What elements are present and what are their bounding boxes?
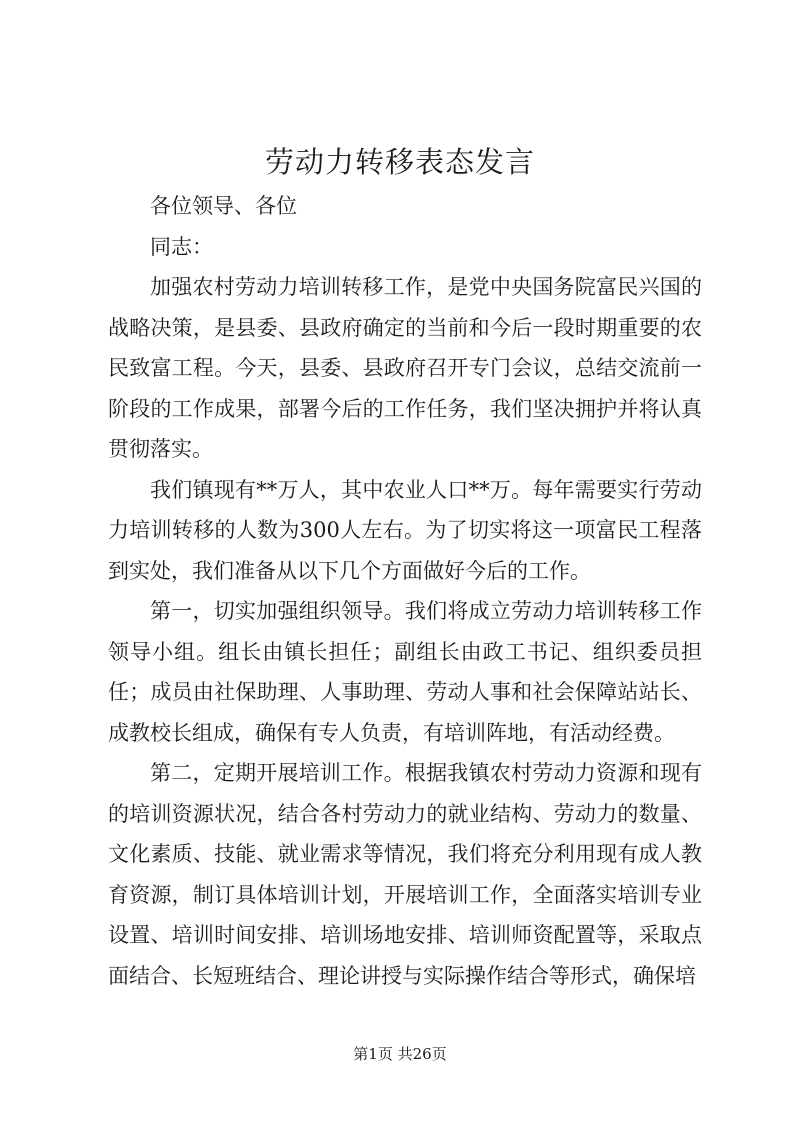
paragraph-point-two: 第二，定期开展培训工作。根据我镇农村劳动力资源和现有的培训资源状况，结合各村劳动力的就业结构、劳动力的数量、文化素质、技能、就业需求等情况，我们将充分利用现有成人教育资源，制订具体培训计划，开展培训工作，全面落实培训专业设置、培训时间安排、培训场地安排、培训师资配置等，采取点面结合、长短班结合、理论讲授与实际操作结合等形式，确保培 [108, 761, 702, 988]
document-title: 劳动力转移表态发言 [264, 145, 535, 179]
page-footer: 第1页 共26页 [353, 1045, 447, 1063]
document-body [108, 186, 702, 996]
salutation-line-2: 同志： [150, 234, 213, 259]
paragraph-town-status: 我们镇现有**万人，其中农业人口**万。每年需要实行劳动力培训转移的人数为300人左右。为了切实将这一项富民工程落到实处，我们准备从以下几个方面做好今后的工作。 [108, 477, 702, 583]
paragraph-intro: 加强农村劳动力培训转移工作，是党中央国务院富民兴国的战略决策，是县委、县政府确定的当前和今后一段时期重要的农民致富工程。今天，县委、县政府召开专门会议，总结交流前一阶段的工作成果，部署今后的工作任务，我们坚决拥护并将认真贯彻落实。 [108, 275, 702, 461]
salutation-line-1: 各位领导、各位 [150, 194, 297, 218]
paragraph-point-one: 第一，切实加强组织领导。我们将成立劳动力培训转移工作领导小组。组长由镇长担任；副组长由政工书记、组织委员担任；成员由社保助理、人事助理、劳动人事和社会保障站站长、成教校长组成，确保有专人负责，有培训阵地，有活动经费。 [108, 599, 702, 745]
